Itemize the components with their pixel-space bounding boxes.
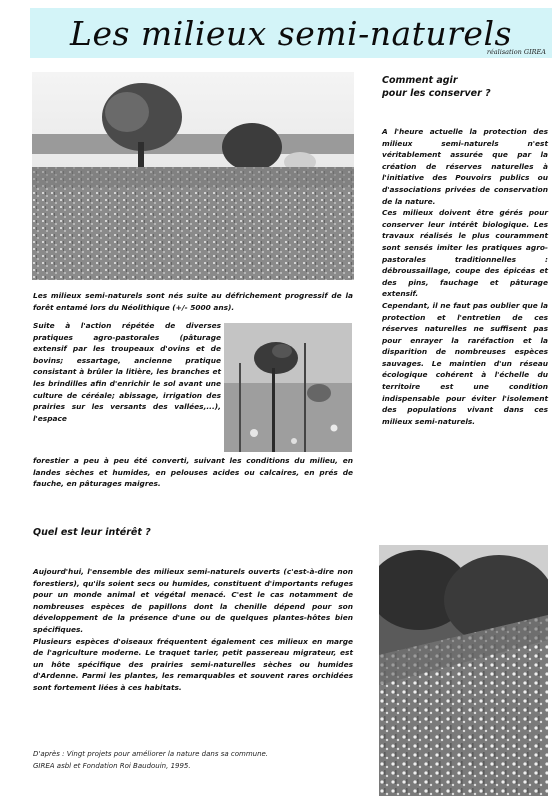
interest-heading: Quel est leur intérêt ? (33, 527, 151, 538)
conservation-paragraph-3: Cependant, il ne faut pas oublier que la protection et l'entretien de ces réserves naturelles ne suffisent pas pour enrayer la raréfaction et la disparition de nombreuses espèces sauvages. Le maintien d'un réseau écologique cohérent à l'échelle du territoire est une condition indispensable pour éviter l'isolement des populations vivant dans ces milieux semi-naturels. (382, 300, 548, 426)
interest-paragraph-2: Plusieurs espèces d'oiseaux fréquentent également ces milieux en marge de l'agriculture moderne. Le traquet tarier, petit passereau migrateur, est un hôte spécifique des prairies semi-naturelles sèches ou humides d'Ardenne. Parmi les plantes, les remarquables et souvent rares orchidées sont fortement liées à ces habitats. (33, 636, 353, 692)
wildflower-slope-photo (379, 545, 548, 796)
interest-paragraph-1: Aujourd'hui, l'ensemble des milieux semi-naturels ouverts (c'est-à-dire non forestiers), qu'ils soient secs ou humides, constituent d'importants refuges pour un monde animal et végétal menacé. C'est le cas notamment de nombreuses espèces de papillons dont la chenille dépend pour son développement de la présence d'une ou de quelques plantes-hôtes bien spécifiques. (33, 567, 353, 634)
intro-text-left: Suite à l'action répétée de diverses pratiques agro-pastorales (pâturage extensif par les troupeaux d'ovins et de bovins; essartage, ancienne pratique consistant à brûler la litière, les branches et les brindilles afin d'enrichir le sol avant une culture de céréale; abissage, irrigation des prairies sur les versants des vallées,...), l'espace (33, 321, 221, 423)
page-title: Les milieux semi-naturels (70, 14, 512, 53)
conservation-heading-line-1: Comment agir (382, 75, 458, 86)
conservation-body (382, 126, 548, 427)
interest-body (33, 566, 353, 694)
source-citation (33, 748, 363, 772)
source-line-2: GIREA asbl et Fondation Roi Baudouin, 1995. (33, 762, 191, 770)
conservation-heading-line-2: pour les conserver ? (382, 88, 491, 99)
intro-text: Les milieux semi-naturels sont nés suite au défrichement progressif de la forêt entamé lors du Néolithique (+/- 5000 ans). (33, 291, 353, 312)
poppy-photo (224, 323, 352, 452)
intro-text-rest: forestier a peu à peu été converti, suivant les conditions du milieu, en landes sèches et humides, en pelouses acides ou calcaires, en prés de fauche, en pâturages maigres. (33, 456, 353, 489)
conservation-paragraph-2: Ces milieux doivent être gérés pour conserver leur intérêt biologique. Les travaux réalisés le plus couramment sont sensés imiter les pratiques agro-pastorales traditionnelles : débroussaillage, coupe des épicéas et des pins, fauchage et pâturage extensif. (382, 208, 548, 299)
source-line-1: D'après : Vingt projets pour améliorer la nature dans sa commune. (33, 750, 269, 758)
title-banner (30, 8, 552, 58)
conservation-heading (382, 74, 552, 100)
conservation-paragraph-1: A l'heure actuelle la protection des milieux semi-naturels n'est véritablement assurée que par la création de réserves naturelles à l'initiative des Pouvoirs publics ou d'associations privées de conservation de la nature. (382, 127, 548, 206)
credit-line: réalisation GIREA (486, 48, 546, 56)
meadow-trees-photo (32, 72, 354, 280)
